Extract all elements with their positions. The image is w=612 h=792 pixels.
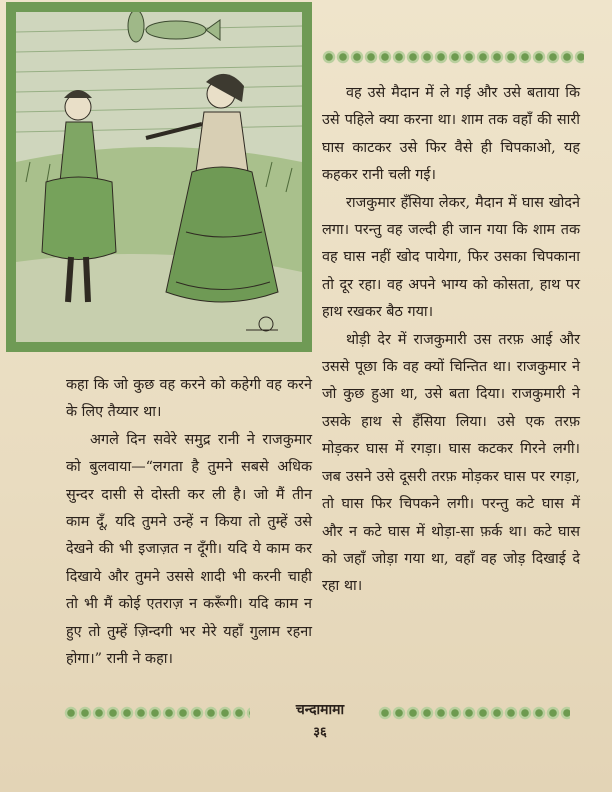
paragraph: राजकुमार हँसिया लेकर, मैदान में घास खोदने लगा। परन्तु वह जल्दी ही जान गया कि शाम तक वह घास नहीं खोद पायेगा, फिर उसका चिपकाना तो दूर रहा। वह अपने भाग्य को कोसता, हाथ पर हाथ रखकर बैठ गया। xyxy=(322,194,580,321)
left-text-column xyxy=(66,372,312,673)
decorative-border-bottom-right xyxy=(378,706,570,720)
prince-and-sea-queen-drawing xyxy=(16,12,302,342)
paragraph: थोड़ी देर में राजकुमारी उस तरफ़ आई और उससे पूछा कि वह क्यों चिन्तित था। राजकुमार ने जो कुछ हुआ था, उसे बता दिया। राजकुमारी ने उसके हाथ से हँसिया लिया। उसे एक तरफ़ मोड़कर घास में रगड़ा। घास कटकर गिरने लगी। जब उसने उसे दूसरी तरफ़ मोड़कर घास पर रगड़ा, तो घास फिर चिपकने लगी। परन्तु कटे घास में और न कटे घास में थोड़ा-सा फ़र्क था। कटे घास को जहाँ जोड़ा गया था, वहाँ वह जोड़ दिखाई दे रहा था। xyxy=(322,331,580,595)
right-text-column xyxy=(322,80,580,601)
page-number: ३६ xyxy=(313,725,327,740)
paragraph: वह उसे मैदान में ले गई और उसे बताया कि उसे पहिले क्या करना था। शाम तक वहाँ की सारी घास काटकर उसे फिर वैसे ही चिपकाओ, यह कहकर रानी चली गई। xyxy=(322,85,580,184)
paragraph: कहा कि जो कुछ वह करने को कहेगी वह करने के लिए तैय्यार था। xyxy=(66,377,312,421)
decorative-border-top xyxy=(322,50,584,64)
story-illustration xyxy=(6,2,312,352)
paragraph: अगले दिन सवेरे समुद्र रानी ने राजकुमार को बुलवाया—“लगता है तुमने सबसे अधिक सुन्दर दासी से दोस्ती कर ली है। जो मैं तीन काम दूँ, यदि तुमने उन्हें न किया तो तुम्हें उसे देखने की भी इजाज़त न दूँगी। यदि ये काम कर दिखाये और तुमने उससे शादी भी करनी चाही तो भी मैं कोई एतराज़ न करूँगी। यदि काम न हुए तो तुम्हें ज़िन्दगी भर मेरे यहाँ गुलाम रहना होगा।” रानी ने कहा। xyxy=(66,431,312,668)
magazine-title: चन्दामामा xyxy=(295,702,345,718)
illustration-frame xyxy=(16,12,302,342)
decorative-border-bottom-left xyxy=(64,706,250,720)
